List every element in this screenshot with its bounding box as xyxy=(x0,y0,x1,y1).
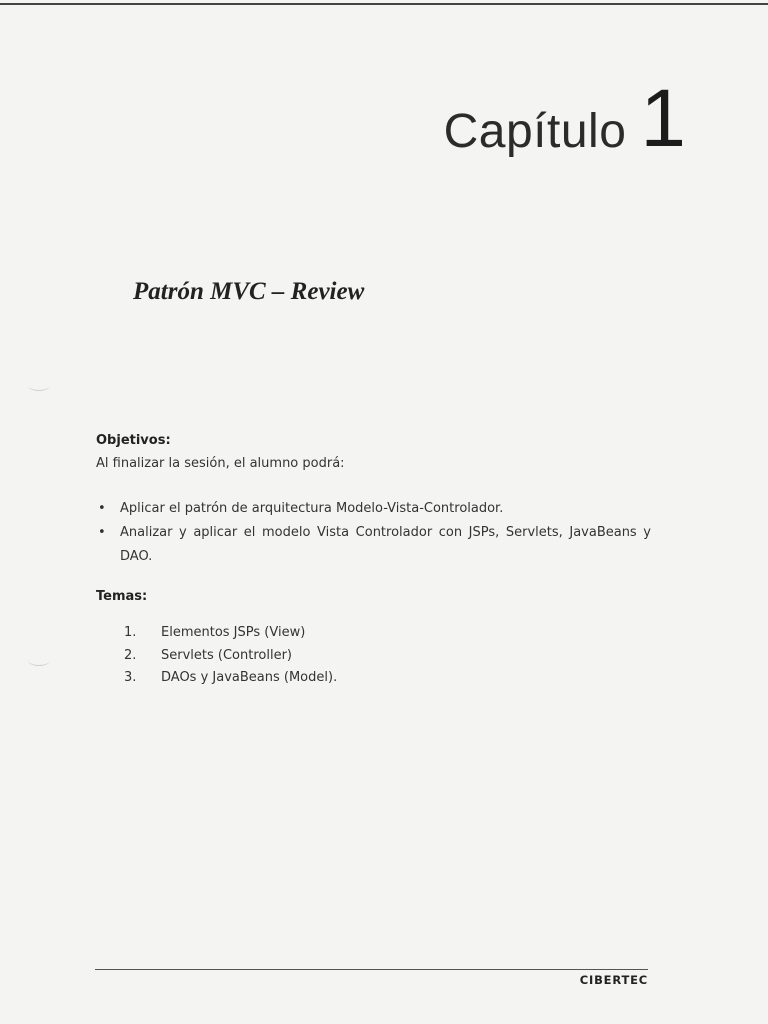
topic-text: Elementos JSPs (View) xyxy=(161,625,306,640)
topic-text: Servlets (Controller) xyxy=(161,647,292,663)
list-item xyxy=(96,521,651,569)
topic-number: 1. xyxy=(124,625,137,640)
objective-text: Analizar y aplicar el modelo Vista Controlador con JSPs, Servlets, JavaBeans y DAO. xyxy=(120,525,651,564)
bullet-icon: • xyxy=(98,525,106,540)
objectives-heading: Objetivos: xyxy=(96,433,171,448)
punch-hole-mark xyxy=(28,655,50,666)
chapter-header xyxy=(443,73,686,164)
topic-number: 2. xyxy=(124,647,137,663)
page-title: Patrón MVC – Review xyxy=(133,278,365,305)
bullet-icon: • xyxy=(98,501,106,516)
objectives-intro: Al finalizar la sesión, el alumno podrá: xyxy=(96,456,345,471)
list-item xyxy=(124,645,337,668)
objective-text: Aplicar el patrón de arquitectura Modelo-Vista-Controlador. xyxy=(120,501,504,516)
footer-divider xyxy=(95,969,648,970)
topic-number: 3. xyxy=(124,670,137,685)
topics-heading: Temas: xyxy=(96,589,148,604)
top-border-line xyxy=(0,3,768,5)
objectives-list xyxy=(96,497,651,569)
topics-list xyxy=(124,622,337,690)
list-item xyxy=(96,497,651,521)
list-item xyxy=(124,622,337,645)
list-item xyxy=(124,667,337,690)
punch-hole-mark xyxy=(28,380,50,391)
footer-brand: CIBERTEC xyxy=(579,973,648,987)
chapter-label: Capítulo xyxy=(443,105,627,158)
topic-text: DAOs y JavaBeans (Model). xyxy=(161,670,338,685)
chapter-number: 1 xyxy=(640,73,686,164)
